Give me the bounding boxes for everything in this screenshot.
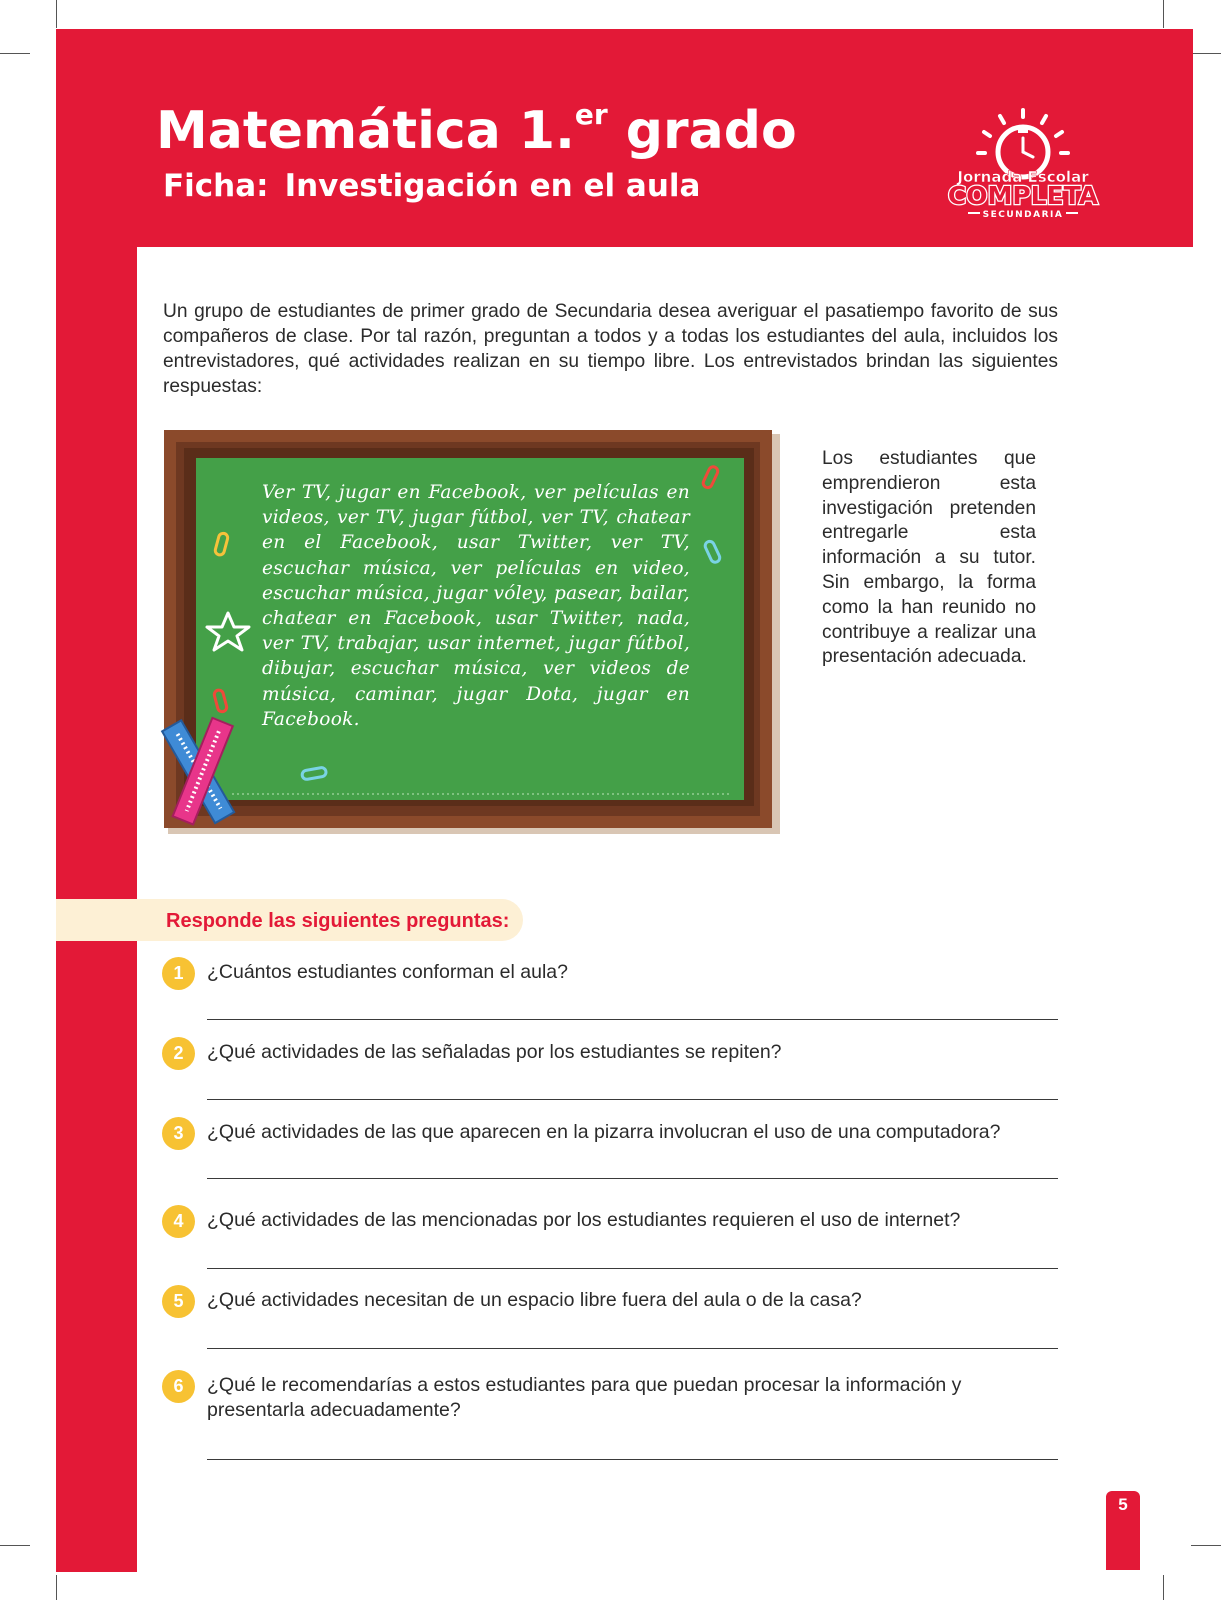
question-text: ¿Qué actividades de las señaladas por los estudiantes se repiten? (207, 1041, 782, 1063)
crop-mark (1191, 1545, 1221, 1546)
jornada-escolar-logo (942, 102, 1104, 224)
question-number-badge: 5 (162, 1285, 195, 1318)
question-number-badge: 3 (162, 1117, 195, 1150)
answer-line[interactable] (207, 1099, 1058, 1100)
crop-mark (0, 1545, 30, 1546)
logo-line3: SECUNDARIA (982, 210, 1064, 220)
question-number-badge: 2 (162, 1037, 195, 1070)
page-subtitle: Ficha: Investigación en el aula (163, 168, 701, 204)
question-text: ¿Qué actividades de las mencionadas por los estudiantes requieren el uso de internet? (207, 1209, 961, 1231)
crop-mark (1163, 0, 1164, 28)
crop-mark (1191, 53, 1221, 54)
logo-line1: Jornada Escolar (957, 168, 1089, 186)
intro-paragraph: Un grupo de estudiantes de primer grado de Secundaria desea averiguar el pasatiempo favorito de sus compañeros de clase. Por tal razón, preguntan a todos y a todas los estudiantes del aula, incluidos los entrevistadores, qué actividades realizan en su tiempo libre. Los entrevistados brindan las siguientes respuestas: (163, 301, 1058, 397)
question-number-badge: 6 (162, 1370, 195, 1403)
answer-line[interactable] (207, 1268, 1058, 1269)
crop-mark (56, 0, 57, 28)
crop-mark (0, 53, 30, 54)
page-title: Matemática 1.$^{er}$ grado (156, 98, 797, 161)
page-number: 5 (1106, 1491, 1140, 1570)
answer-line[interactable] (207, 1178, 1058, 1179)
crop-mark (1163, 1575, 1164, 1600)
crop-mark (56, 1575, 57, 1600)
question-text: ¿Qué le recomendarías a estos estudiantes para que puedan procesar la información y presentarla adecuadamente? (207, 1374, 962, 1421)
question-text: ¿Qué actividades de las que aparecen en la pizarra involucran el uso de una computadora? (207, 1121, 1001, 1143)
questions-heading: Responde las siguientes preguntas: (166, 910, 510, 932)
logo-line2: COMPLETA (947, 181, 1099, 210)
answer-line[interactable] (207, 1348, 1058, 1349)
chalkboard-text: Ver TV, jugar en Facebook, ver películas en videos, ver TV, jugar fútbol, ver TV, chatear en el Facebook, usar Twitter, ver TV, escuchar música, ver películas en video, escuchar música, jugar vóley, pasear, bailar, chatear en Facebook, usar Twitter, nada, ver TV, trabajar, usar internet, jugar fútbol, dibujar, escuchar música, ver videos de música, caminar, jugar Dota, jugar en Facebook. (262, 482, 690, 730)
question-text: ¿Qué actividades necesitan de un espacio libre fuera del aula o de la casa? (207, 1289, 862, 1311)
question-text: ¿Cuántos estudiantes conforman el aula? (207, 961, 568, 983)
answer-line[interactable] (207, 1459, 1058, 1460)
side-note: Los estudiantes que emprendieron esta investigación pretenden entregarle esta información a su tutor. Sin embargo, la forma como la han reunido no contribuye a realizar una presentación adecuada. (822, 448, 1036, 668)
answer-line[interactable] (207, 1019, 1058, 1020)
clock-sun-icon (978, 110, 1068, 177)
question-number-badge: 4 (162, 1205, 195, 1238)
question-number-badge: 1 (162, 957, 195, 990)
